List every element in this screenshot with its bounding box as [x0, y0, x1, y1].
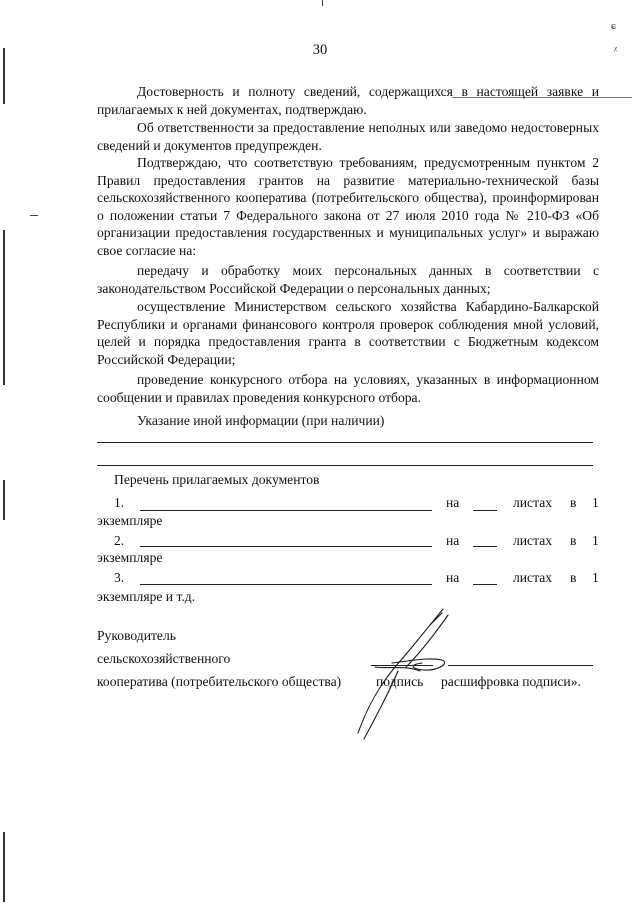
scan-artifact: ɕ [611, 20, 616, 32]
sheet-count-blank [473, 510, 497, 511]
paragraph-personal-data: передачу и обработку моих персональных данных в соответствии с законодательством Российской Федерации о персональных данных; [97, 263, 599, 296]
signature-caption: подпись [376, 674, 424, 689]
sheets-label: листах [513, 570, 553, 585]
copy-label: экземпляре и т.д. [97, 589, 196, 604]
paragraph-competition: проведение конкурсного отбора на условиях, указанных в информационном сообщении и правилах проведения конкурсного отбора. [97, 372, 599, 405]
other-info-line [97, 442, 593, 443]
document-number: 2. [114, 533, 125, 548]
handwritten-signature [350, 605, 470, 745]
sheet-count-blank [473, 584, 497, 585]
copy-label: экземпляре [97, 550, 163, 565]
on-label: на [446, 533, 460, 548]
sheet-count-blank [473, 546, 497, 547]
in-label: в [570, 570, 577, 585]
scan-margin-mark [3, 230, 5, 385]
paragraph-confirmation: Подтверждаю, что соответствую требованиям, предусмотренным пунктом 2 Правил предоставления грантов на развитие материально-технической базы сельскохозяйственного кооператива (потребительского общества), проинформирован о положении статьи 7 Федерального закона от 27 июля 2010 года № 210-ФЗ «Об организации предоставления государственных и муниципальных услуг» и выражаю свое согласие на: [97, 155, 599, 258]
head-title-line1: Руководитель [97, 628, 176, 643]
sheets-label: листах [513, 533, 553, 548]
copy-count: 1 [592, 495, 599, 510]
signature-decode-caption: расшифровка подписи». [441, 674, 581, 689]
page-number: 30 [312, 42, 328, 58]
copy-label: экземпляре [97, 513, 163, 528]
scan-artifact: ᵡ [614, 44, 618, 56]
paragraph-authenticity: Достоверность и полноту сведений, содержащихся в настоящей заявке и прилагаемых к ней документах, подтверждаю. [97, 84, 599, 117]
other-info-label: Указание иной информации (при наличии) [137, 413, 385, 428]
scan-margin-mark [3, 832, 5, 902]
document-name-blank [140, 546, 432, 547]
document-number: 1. [114, 495, 125, 510]
copy-count: 1 [592, 533, 599, 548]
paragraph-inspection: осуществление Министерством сельского хозяйства Кабардино-Балкарской Республики и органами финансового контроля проверок соблюдения мной условий, целей и порядка предоставления гранта в соответствии с Бюджетным кодексом Российской Федерации; [97, 299, 599, 367]
sheets-label: листах [513, 495, 553, 510]
head-title-line3: кооператива (потребительского общества) [97, 674, 342, 689]
in-label: в [570, 495, 577, 510]
document-name-blank [140, 510, 432, 511]
document-name-blank [140, 584, 432, 585]
paragraph-responsibility: Об ответственности за предоставление неполных или заведомо недостоверных сведений и документов предупрежден. [97, 120, 599, 153]
scan-artifact [30, 215, 38, 216]
documents-heading: Перечень прилагаемых документов [114, 472, 320, 487]
other-info-line [97, 465, 593, 466]
in-label: в [570, 533, 577, 548]
scan-margin-mark [3, 480, 5, 520]
scan-artifact [322, 0, 323, 6]
on-label: на [446, 495, 460, 510]
head-title-line2: сельскохозяйственного [97, 651, 231, 666]
document-number: 3. [114, 570, 125, 585]
on-label: на [446, 570, 460, 585]
copy-count: 1 [592, 570, 599, 585]
